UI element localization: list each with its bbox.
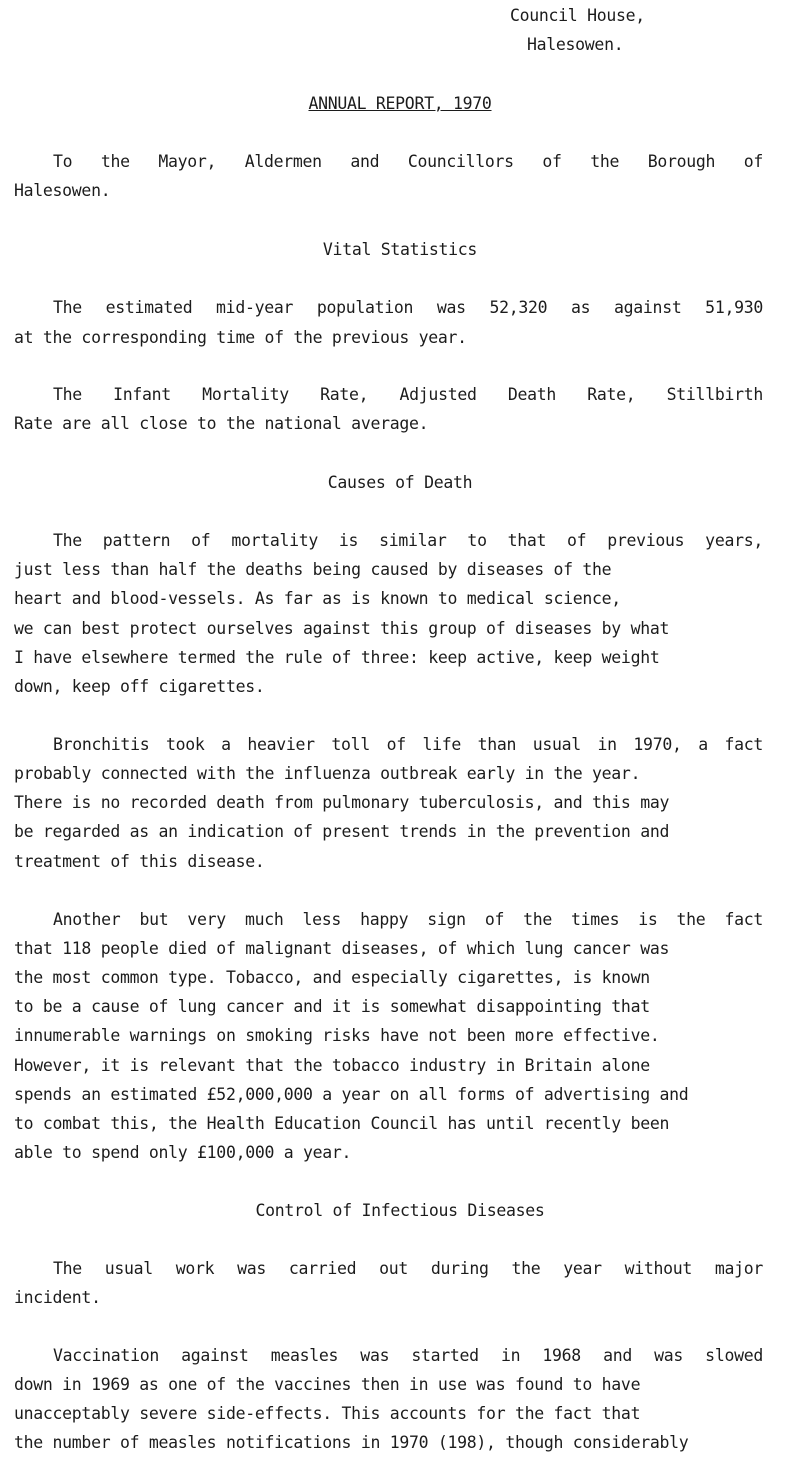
paragraph-line: Another but very much less happy sign of the times is the fact [53,910,763,929]
section-heading-causes-of-death: Causes of Death [327,473,473,492]
paragraph-line: unacceptably severe side-effects. This accounts for the fact that [14,1404,641,1423]
paragraph-line: that 118 people died of malignant diseases, of which lung cancer was [14,939,670,958]
paragraph-line: Rate are all close to the national average. [14,414,429,433]
paragraph-line: Bronchitis took a heavier toll of life than usual in 1970, a fact [53,735,763,754]
paragraph-line: be regarded as an indication of present trends in the prevention and [14,822,670,841]
salutation-line-2: Halesowen. [14,181,111,200]
paragraph-line: just less than half the deaths being caused by diseases of the [14,560,612,579]
paragraph-line: treatment of this disease. [14,852,265,871]
paragraph-line: Vaccination against measles was started in 1968 and was slowed [53,1346,763,1365]
paragraph-line: spends an estimated £52,000,000 a year on all forms of advertising and [14,1085,689,1104]
address-line-1: Council House, [510,6,645,25]
paragraph-line: able to spend only £100,000 a year. [14,1143,352,1162]
paragraph-line: at the corresponding time of the previous year. [14,328,467,347]
paragraph-line: heart and blood-vessels. As far as is known to medical science, [14,589,621,608]
paragraph-line: There is no recorded death from pulmonary tuberculosis, and this may [14,793,670,812]
paragraph-line: the number of measles notifications in 1970 (198), though considerably [14,1433,689,1452]
section-heading-infectious-diseases: Control of Infectious Diseases [255,1201,545,1220]
paragraph-line: we can best protect ourselves against this group of diseases by what [14,619,670,638]
paragraph-line: The usual work was carried out during the year without major [53,1259,763,1278]
paragraph-line: The estimated mid-year population was 52,320 as against 51,930 [53,298,763,317]
paragraph-line: down, keep off cigarettes. [14,677,265,696]
address-line-2: Halesowen. [527,35,624,54]
report-title: ANNUAL REPORT, 1970 [308,94,492,113]
paragraph-line: However, it is relevant that the tobacco industry in Britain alone [14,1056,650,1075]
paragraph-line: The pattern of mortality is similar to that of previous years, [53,531,763,550]
paragraph-line: to combat this, the Health Education Council has until recently been [14,1114,670,1133]
paragraph-line: the most common type. Tobacco, and especially cigarettes, is known [14,968,650,987]
paragraph-line: I have elsewhere termed the rule of three: keep active, keep weight [14,648,660,667]
paragraph-line: innumerable warnings on smoking risks have not been more effective. [14,1026,660,1045]
section-heading-vital-statistics: Vital Statistics [322,240,478,259]
salutation-line-1: To the Mayor, Aldermen and Councillors of the Borough of [53,152,763,171]
paragraph-line: incident. [14,1288,101,1307]
paragraph-line: probably connected with the influenza outbreak early in the year. [14,764,641,783]
paragraph-line: down in 1969 as one of the vaccines then in use was found to have [14,1375,641,1394]
paragraph-line: to be a cause of lung cancer and it is somewhat disappointing that [14,997,650,1016]
paragraph-line: The Infant Mortality Rate, Adjusted Death Rate, Stillbirth [53,385,763,404]
